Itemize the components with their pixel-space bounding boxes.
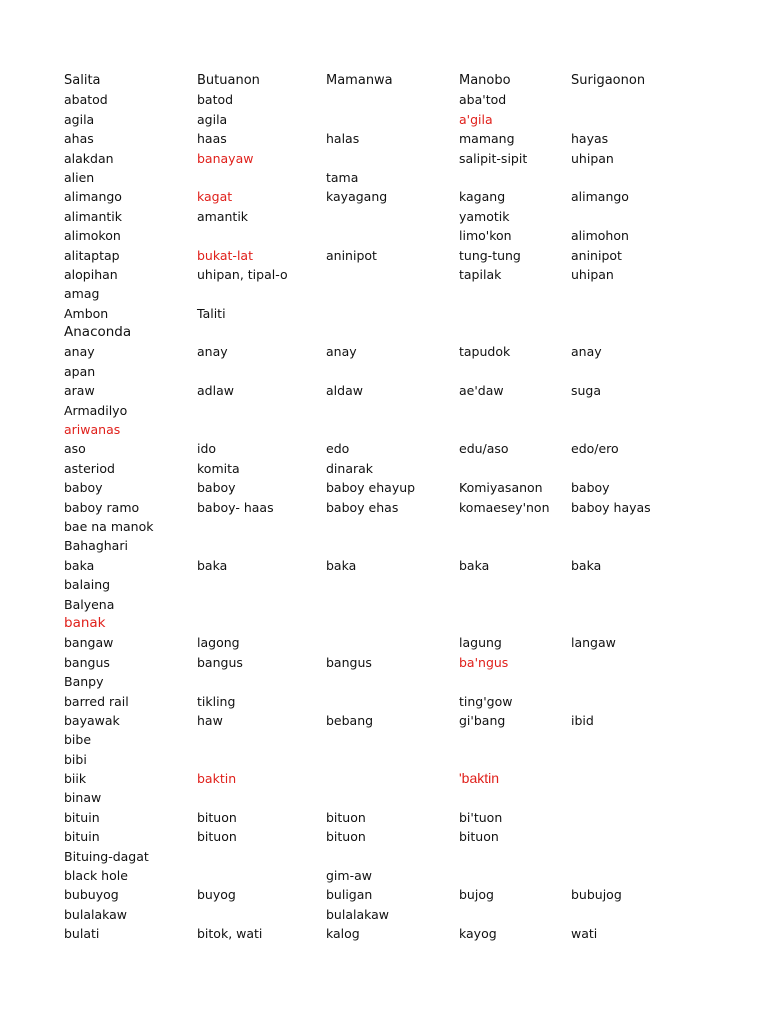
cell-salita: abatod: [64, 92, 108, 108]
cell-surigaonon: uhipan: [571, 150, 614, 166]
cell-surigaonon: suga: [571, 383, 602, 399]
cell-salita: alimantik: [64, 208, 122, 224]
table-row: [64, 381, 744, 400]
table-header: [64, 71, 744, 90]
cell-surigaonon: aninipot: [571, 247, 622, 263]
table-row: [64, 633, 744, 652]
cell-butuanon: haw: [197, 712, 223, 728]
cell-manobo: lagung: [459, 635, 502, 651]
table-row: [64, 595, 744, 614]
cell-salita: alimango: [64, 189, 122, 205]
table-row: [64, 420, 744, 439]
vocabulary-table: [64, 71, 744, 944]
cell-manobo: 'baktin: [459, 770, 500, 787]
cell-mamanwa: buligan: [326, 887, 373, 903]
table-row: [64, 168, 744, 187]
table-row: [64, 672, 744, 691]
cell-surigaonon: ibid: [571, 712, 594, 728]
cell-mamanwa: kayagang: [326, 189, 388, 205]
cell-butuanon: agila: [197, 111, 228, 127]
cell-butuanon: haas: [197, 131, 227, 147]
cell-mamanwa: halas: [326, 131, 360, 147]
cell-butuanon: baboy: [197, 480, 236, 496]
cell-salita: bangaw: [64, 635, 114, 651]
table-row: [64, 536, 744, 555]
cell-surigaonon: alimohon: [571, 228, 629, 244]
cell-manobo: aba'tod: [459, 92, 507, 108]
cell-butuanon: uhipan, tipal-o: [197, 266, 288, 282]
cell-mamanwa: bulalakaw: [326, 906, 390, 922]
cell-salita: biik: [64, 771, 87, 787]
cell-salita: banak: [64, 614, 106, 631]
cell-manobo: edu/aso: [459, 441, 509, 457]
cell-manobo: salipit-sipit: [459, 150, 528, 166]
table-row: [64, 90, 744, 109]
cell-mamanwa: baka: [326, 557, 357, 573]
cell-salita: asteriod: [64, 460, 115, 476]
cell-surigaonon: baboy hayas: [571, 499, 651, 515]
cell-manobo: tapudok: [459, 344, 511, 360]
cell-butuanon: bukat-lat: [197, 247, 253, 263]
table-row: [64, 110, 744, 129]
cell-butuanon: batod: [197, 92, 234, 108]
cell-salita: bituin: [64, 829, 100, 845]
cell-manobo: baka: [459, 557, 490, 573]
cell-salita: bae na manok: [64, 518, 154, 534]
cell-salita: Ambon: [64, 305, 109, 321]
cell-butuanon: bitok, wati: [197, 926, 263, 942]
cell-salita: baboy: [64, 480, 103, 496]
table-row: [64, 847, 744, 866]
cell-salita: alopihan: [64, 266, 118, 282]
cell-butuanon: amantik: [197, 208, 249, 224]
cell-manobo: a'gila: [459, 111, 493, 127]
cell-mamanwa: dinarak: [326, 460, 374, 476]
cell-surigaonon: edo/ero: [571, 441, 619, 457]
cell-manobo: bujog: [459, 887, 494, 903]
cell-butuanon: buyog: [197, 887, 236, 903]
cell-salita: alakdan: [64, 150, 114, 166]
cell-salita: baboy ramo: [64, 499, 140, 515]
table-row: [64, 924, 744, 943]
cell-mamanwa: kalog: [326, 926, 360, 942]
cell-salita: baka: [64, 557, 95, 573]
table-row: [64, 284, 744, 303]
cell-mamanwa: gim-aw: [326, 868, 372, 884]
table-row: [64, 439, 744, 458]
cell-surigaonon: wati: [571, 926, 598, 942]
cell-manobo: ba'ngus: [459, 654, 509, 670]
cell-salita: bulalakaw: [64, 906, 128, 922]
table-row: [64, 226, 744, 245]
cell-surigaonon: baboy: [571, 480, 610, 496]
cell-manobo: yamotik: [459, 208, 510, 224]
table-row: [64, 905, 744, 924]
table-row: [64, 692, 744, 711]
table-row: [64, 750, 744, 769]
cell-salita: Balyena: [64, 596, 115, 612]
cell-salita: bangus: [64, 654, 110, 670]
cell-salita: amag: [64, 286, 100, 302]
header-mamanwa: Mamanwa: [326, 73, 393, 88]
table-row: [64, 517, 744, 536]
table-row: [64, 459, 744, 478]
cell-butuanon: bituon: [197, 829, 237, 845]
cell-butuanon: baktin: [197, 771, 237, 787]
cell-manobo: tung-tung: [459, 247, 521, 263]
cell-manobo: bituon: [459, 829, 499, 845]
table-row: [64, 323, 744, 342]
cell-manobo: limo'kon: [459, 228, 512, 244]
cell-mamanwa: tama: [326, 169, 359, 185]
cell-salita: binaw: [64, 790, 102, 806]
cell-salita: Anaconda: [64, 324, 132, 341]
cell-salita: araw: [64, 383, 95, 399]
header-surigaonon: Surigaonon: [571, 73, 646, 88]
cell-salita: Armadilyo: [64, 402, 128, 418]
table-row: [64, 129, 744, 148]
table-body: [64, 90, 744, 943]
cell-surigaonon: anay: [571, 344, 602, 360]
cell-salita: balaing: [64, 577, 111, 593]
cell-salita: barred rail: [64, 693, 129, 709]
cell-manobo: kagang: [459, 189, 506, 205]
cell-butuanon: anay: [197, 344, 228, 360]
cell-manobo: gi'bang: [459, 712, 506, 728]
table-row: [64, 498, 744, 517]
cell-butuanon: baka: [197, 557, 228, 573]
cell-mamanwa: anay: [326, 344, 357, 360]
cell-butuanon: ido: [197, 441, 217, 457]
cell-salita: agila: [64, 111, 95, 127]
cell-salita: bibi: [64, 751, 87, 767]
cell-butuanon: baboy- haas: [197, 499, 274, 515]
table-row: [64, 885, 744, 904]
cell-manobo: ting'gow: [459, 693, 513, 709]
cell-butuanon: tikling: [197, 693, 236, 709]
table-row: [64, 556, 744, 575]
header-manobo: Manobo: [459, 73, 511, 88]
table-row: [64, 304, 744, 323]
cell-manobo: Komiyasanon: [459, 480, 543, 496]
table-row: [64, 769, 744, 788]
table-row: [64, 614, 744, 633]
cell-salita: bibe: [64, 732, 92, 748]
cell-mamanwa: baboy ehayup: [326, 480, 416, 496]
table-row: [64, 653, 744, 672]
table-row: [64, 362, 744, 381]
cell-mamanwa: aldaw: [326, 383, 363, 399]
table-row: [64, 246, 744, 265]
cell-surigaonon: langaw: [571, 635, 616, 651]
cell-mamanwa: baboy ehas: [326, 499, 399, 515]
cell-surigaonon: alimango: [571, 189, 629, 205]
table-row: [64, 788, 744, 807]
cell-salita: ahas: [64, 131, 94, 147]
cell-salita: bubuyog: [64, 887, 119, 903]
cell-mamanwa: bituon: [326, 829, 366, 845]
cell-salita: Banpy: [64, 674, 104, 690]
cell-butuanon: kagat: [197, 189, 233, 205]
cell-salita: bituin: [64, 809, 100, 825]
cell-surigaonon: baka: [571, 557, 602, 573]
cell-butuanon: adlaw: [197, 383, 234, 399]
cell-manobo: kayog: [459, 926, 497, 942]
table-row: [64, 265, 744, 284]
cell-salita: bayawak: [64, 712, 120, 728]
table-row: [64, 342, 744, 361]
cell-salita: black hole: [64, 868, 128, 884]
header-butuanon: Butuanon: [197, 73, 260, 88]
table-row: [64, 730, 744, 749]
cell-surigaonon: bubujog: [571, 887, 622, 903]
cell-manobo: ae'daw: [459, 383, 504, 399]
table-row: [64, 866, 744, 885]
cell-mamanwa: bebang: [326, 712, 374, 728]
cell-salita: aso: [64, 441, 86, 457]
cell-manobo: bi'tuon: [459, 809, 503, 825]
table-row: [64, 207, 744, 226]
cell-salita: Bituing-dagat: [64, 848, 149, 864]
cell-butuanon: Taliti: [197, 305, 226, 321]
table-row: [64, 711, 744, 730]
cell-salita: ariwanas: [64, 422, 121, 438]
table-row: [64, 149, 744, 168]
table-row: [64, 575, 744, 594]
table-row: [64, 827, 744, 846]
cell-salita: alimokon: [64, 228, 121, 244]
cell-manobo: komaesey'non: [459, 499, 550, 515]
cell-mamanwa: bangus: [326, 654, 372, 670]
cell-salita: apan: [64, 363, 96, 379]
table-row: [64, 401, 744, 420]
cell-butuanon: banayaw: [197, 150, 254, 166]
cell-surigaonon: uhipan: [571, 266, 614, 282]
cell-mamanwa: aninipot: [326, 247, 377, 263]
cell-mamanwa: bituon: [326, 809, 366, 825]
cell-butuanon: komita: [197, 460, 240, 476]
table-row: [64, 808, 744, 827]
table-row: [64, 478, 744, 497]
cell-salita: anay: [64, 344, 95, 360]
cell-salita: bulati: [64, 926, 100, 942]
cell-salita: alien: [64, 169, 95, 185]
cell-salita: alitaptap: [64, 247, 120, 263]
cell-surigaonon: hayas: [571, 131, 609, 147]
cell-mamanwa: edo: [326, 441, 350, 457]
header-salita: Salita: [64, 73, 101, 88]
cell-butuanon: bituon: [197, 809, 237, 825]
cell-salita: Bahaghari: [64, 538, 128, 554]
table-row: [64, 187, 744, 206]
cell-butuanon: bangus: [197, 654, 243, 670]
cell-manobo: tapilak: [459, 266, 502, 282]
cell-butuanon: lagong: [197, 635, 240, 651]
cell-manobo: mamang: [459, 131, 515, 147]
